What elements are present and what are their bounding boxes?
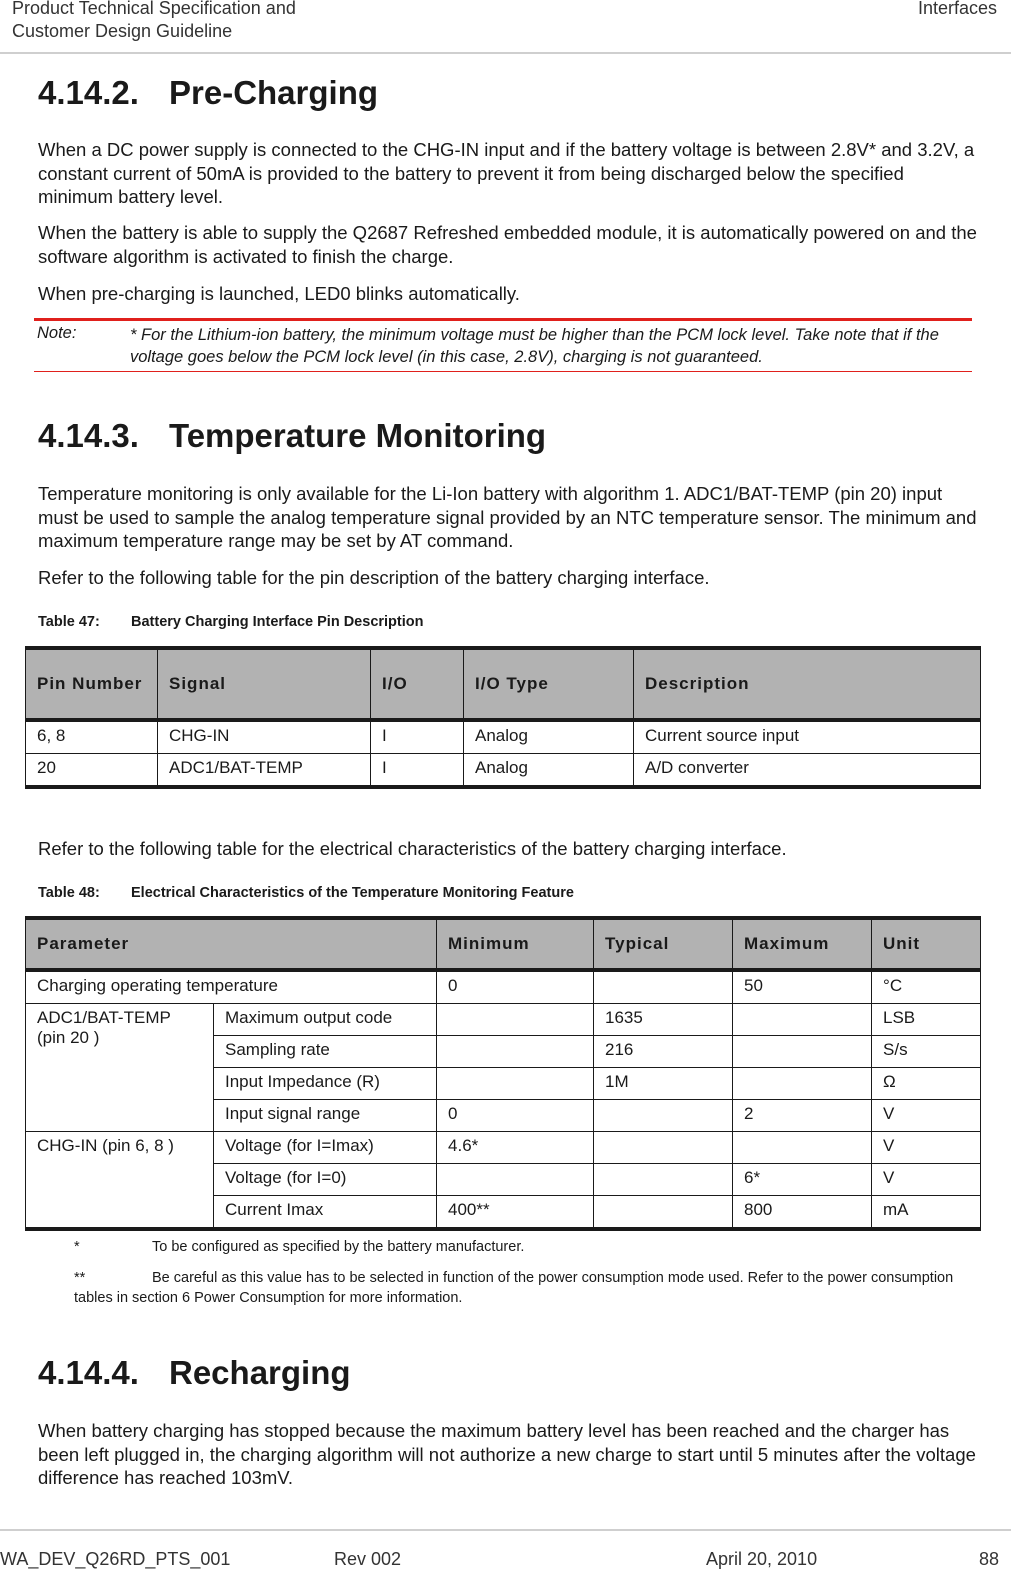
table-cell	[594, 1164, 733, 1196]
column-header: I/O Type	[464, 648, 634, 720]
table-cell: Voltage (for I=0)	[214, 1164, 437, 1196]
table-cell: 6*	[733, 1164, 872, 1196]
table-row	[26, 1132, 981, 1164]
column-header: Description	[634, 648, 981, 720]
table-cell	[594, 970, 733, 1004]
table-cell	[437, 1164, 594, 1196]
note-label: Note:	[37, 324, 77, 342]
table-cell	[437, 1036, 594, 1068]
paragraph: Refer to the following table for the pin description of the battery charging interface.	[38, 567, 710, 588]
footer-revision: Rev 002	[334, 1549, 402, 1569]
table-cell: A/D converter	[634, 754, 981, 788]
paragraph: When the battery is able to supply the Q2687 Refreshed embedded module, it is automatically powered on and the software algorithm is activated to finish the charge.	[38, 222, 977, 267]
table-cell: mA	[872, 1196, 981, 1230]
paragraph: When pre-charging is launched, LED0 blinks automatically.	[38, 283, 520, 304]
table-cell: ADC1/BAT-TEMP	[158, 754, 371, 788]
footer-document-id: WA_DEV_Q26RD_PTS_001	[0, 1549, 231, 1569]
table-cell: Charging operating temperature	[26, 970, 437, 1004]
table-cell: Voltage (for I=Imax)	[214, 1132, 437, 1164]
header-document-title	[12, 0, 296, 43]
footnote	[74, 1268, 974, 1308]
table-cell: LSB	[872, 1004, 981, 1036]
footnote-text: To be configured as specified by the battery manufacturer.	[152, 1239, 525, 1255]
footer-page-number: 88	[978, 1549, 999, 1569]
section-heading-recharging	[38, 1354, 351, 1392]
table-caption-title: Battery Charging Interface Pin Description	[131, 614, 424, 630]
table-cell	[733, 1132, 872, 1164]
table-cell: 0	[437, 970, 594, 1004]
header-chapter: Interfaces	[917, 0, 997, 18]
table-cell: Analog	[464, 754, 634, 788]
page-footer	[0, 1529, 1011, 1585]
table-cell: V	[872, 1164, 981, 1196]
table-cell	[594, 1196, 733, 1230]
table-cell: Current Imax	[214, 1196, 437, 1230]
table-cell: I	[371, 720, 464, 754]
paragraph: When battery charging has stopped because the maximum battery level has been reached and the charger has been left plugged in, the charging algorithm will not authorize a new charge to start until 5 minutes after the voltage difference has reached 103mV.	[38, 1420, 976, 1488]
section-number: 4.14.4.	[38, 1354, 139, 1391]
table-cell: 400**	[437, 1196, 594, 1230]
paragraph: Refer to the following table for the electrical characteristics of the battery charging interface.	[38, 838, 787, 859]
column-header: Signal	[158, 648, 371, 720]
table-cell: Input Impedance (R)	[214, 1068, 437, 1100]
electrical-characteristics-table	[25, 916, 981, 1231]
table-cell: CHG-IN	[158, 720, 371, 754]
section-title: Recharging	[169, 1354, 351, 1391]
table-group-cell: CHG-IN (pin 6, 8 )	[26, 1132, 214, 1230]
footnote-mark: **	[74, 1270, 86, 1286]
table-row	[26, 754, 981, 788]
section-number: 4.14.2.	[38, 74, 139, 111]
table-cell: 0	[437, 1100, 594, 1132]
table-cell: 800	[733, 1196, 872, 1230]
table-row	[26, 720, 981, 754]
table-header-row	[26, 648, 981, 720]
table-caption-number: Table 48:	[38, 885, 100, 901]
table-cell: 6, 8	[26, 720, 158, 754]
table-cell	[733, 1004, 872, 1036]
footnote-text: Be careful as this value has to be selected in function of the power consumption mode used. Refer to the power consumption tables in section 6 Power Consumption for more information.	[74, 1270, 954, 1306]
table-cell	[594, 1100, 733, 1132]
table-cell: Current source input	[634, 720, 981, 754]
table-cell: Input signal range	[214, 1100, 437, 1132]
table-row	[26, 970, 981, 1004]
paragraph: When a DC power supply is connected to the CHG-IN input and if the battery voltage is between 2.8V* and 3.2V, a constant current of 50mA is provided to the battery to prevent it from being discharged below the specified minimum battery level.	[38, 139, 975, 207]
column-header: Minimum	[437, 918, 594, 970]
table-cell: 4.6*	[437, 1132, 594, 1164]
table-cell: 20	[26, 754, 158, 788]
section-number: 4.14.3.	[38, 417, 139, 454]
table-cell: Ω	[872, 1068, 981, 1100]
column-header: Maximum	[733, 918, 872, 970]
column-header: Unit	[872, 918, 981, 970]
table-cell: Maximum output code	[214, 1004, 437, 1036]
table-cell	[594, 1132, 733, 1164]
note-box	[34, 318, 972, 372]
table-caption-title: Electrical Characteristics of the Temperature Monitoring Feature	[131, 885, 574, 901]
section-heading-pre-charging	[38, 74, 378, 112]
column-header: I/O	[371, 648, 464, 720]
table-cell	[733, 1036, 872, 1068]
section-heading-temperature-monitoring	[38, 417, 546, 455]
table-header-row	[26, 918, 981, 970]
header-title-line2: Customer Design Guideline	[12, 21, 233, 41]
table-cell: V	[872, 1100, 981, 1132]
footer-date: April 20, 2010	[706, 1549, 818, 1569]
table-group-cell: ADC1/BAT-TEMP (pin 20 )	[26, 1004, 214, 1132]
header-title-line1: Product Technical Specification and	[12, 0, 296, 18]
table-cell	[437, 1004, 594, 1036]
column-header: Parameter	[26, 918, 437, 970]
table-cell: 216	[594, 1036, 733, 1068]
page-header	[0, 0, 1011, 54]
table-cell: 1M	[594, 1068, 733, 1100]
table-cell: Sampling rate	[214, 1036, 437, 1068]
table-cell: V	[872, 1132, 981, 1164]
table-cell	[733, 1068, 872, 1100]
table-cell: Analog	[464, 720, 634, 754]
paragraph: Temperature monitoring is only available for the Li-Ion battery with algorithm 1. ADC1/BAT-TEMP (pin 20) input must be used to sample the analog temperature signal provided by an NTC temperature sensor. The minimum and maximum temperature range may be set by AT command.	[38, 483, 977, 551]
table-cell: 1635	[594, 1004, 733, 1036]
table-row	[26, 1004, 981, 1036]
column-header: Pin Number	[26, 648, 158, 720]
table-cell: I	[371, 754, 464, 788]
table-cell: 50	[733, 970, 872, 1004]
footnote-mark: *	[74, 1239, 80, 1255]
table-caption	[38, 614, 423, 630]
table-cell: 2	[733, 1100, 872, 1132]
table-cell: S/s	[872, 1036, 981, 1068]
pin-description-table	[25, 646, 981, 789]
section-title: Temperature Monitoring	[169, 417, 547, 454]
section-title: Pre-Charging	[169, 74, 379, 111]
column-header: Typical	[594, 918, 733, 970]
table-cell: °C	[872, 970, 981, 1004]
table-caption	[38, 885, 574, 901]
table-cell	[437, 1068, 594, 1100]
note-text: * For the Lithium-ion battery, the minimum voltage must be higher than the PCM lock level. Take note that if the voltage goes below the PCM lock level (in this case, 2.8V), charging is not guaranteed.	[130, 326, 939, 366]
table-caption-number: Table 47:	[38, 614, 100, 630]
